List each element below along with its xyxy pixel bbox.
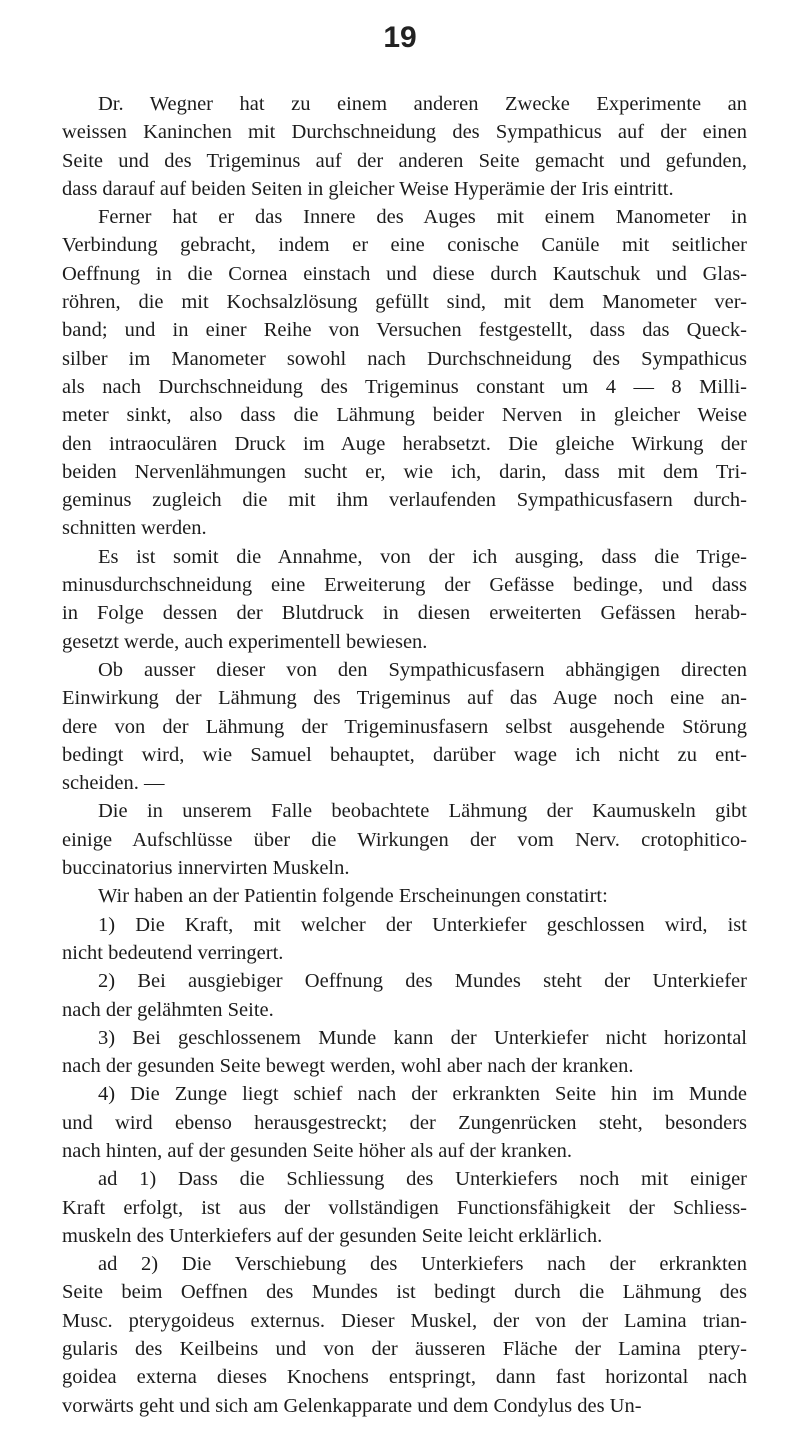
text-line: Kraft erfolgt, ist aus der vollständigen Functionsfähigkeit der Schliess- — [62, 1196, 747, 1219]
paragraph — [62, 967, 747, 1024]
paragraph — [62, 1250, 747, 1420]
text-line: Ob ausser dieser von den Sympathicusfasern abhängigen directen — [98, 658, 747, 681]
paragraph — [62, 797, 747, 882]
text-line: nach der gesunden Seite bewegt werden, wohl aber nach der kranken. — [62, 1055, 634, 1078]
text-line: dere von der Lähmung der Trigeminusfasern selbst ausgehende Störung — [62, 715, 747, 738]
page-number: 19 — [383, 21, 417, 54]
text-line: in Folge dessen der Blutdruck in diesen erweiterten Gefässen herab- — [62, 602, 747, 625]
text-line: geminus zugleich die mit ihm verlaufenden Sympathicusfasern durch- — [62, 489, 747, 512]
text-line: Die in unserem Falle beobachtete Lähmung der Kaumuskeln gibt — [98, 800, 747, 823]
text-line: vorwärts geht und sich am Gelenkapparate und dem Condylus des Un- — [62, 1394, 642, 1417]
text-line: band; und in einer Reihe von Versuchen festgestellt, dass das Queck- — [62, 319, 747, 342]
paragraph — [62, 656, 747, 797]
text-line: minusdurchschneidung eine Erweiterung der Gefässe bedinge, und dass — [62, 574, 747, 597]
text-line: nach der gelähmten Seite. — [62, 998, 274, 1021]
text-line: scheiden. — — [62, 772, 165, 795]
text-line: 3) Bei geschlossenem Munde kann der Unterkiefer nicht horizontal — [98, 1026, 747, 1049]
text-line: den intraoculären Druck im Auge herabsetzt. Die gleiche Wirkung der — [62, 432, 747, 455]
text-line: gularis des Keilbeins und von der äusseren Fläche der Lamina ptery- — [62, 1338, 747, 1361]
text-line: Musc. pterygoideus externus. Dieser Muskel, der von der Lamina trian- — [62, 1309, 747, 1332]
text-line: muskeln des Unterkiefers auf der gesunden Seite leicht erklärlich. — [62, 1224, 603, 1247]
text-line: 1) Die Kraft, mit welcher der Unterkiefer geschlossen wird, ist — [98, 913, 747, 936]
text-line: meter sinkt, also dass die Lähmung beider Nerven in gleicher Weise — [62, 404, 747, 427]
text-line: Verbindung gebracht, indem er eine conische Canüle mit seitlicher — [62, 234, 747, 257]
paragraph — [62, 1165, 747, 1250]
paragraph — [62, 90, 747, 203]
text-line: weissen Kaninchen mit Durchschneidung des Sympathicus auf der einen — [62, 121, 747, 144]
text-line: beiden Nervenlähmungen sucht er, wie ich, darin, dass mit dem Tri- — [62, 460, 747, 483]
text-line: ad 1) Dass die Schliessung des Unterkiefers noch mit einiger — [98, 1168, 747, 1191]
body-text — [62, 90, 747, 1420]
text-line: Oeffnung in die Cornea einstach und diese durch Kautschuk und Glas- — [62, 262, 747, 285]
text-line: gesetzt werde, auch experimentell bewiesen. — [62, 630, 428, 653]
text-line: einige Aufschlüsse über die Wirkungen der vom Nerv. crotophitico- — [62, 828, 747, 851]
text-line: Es ist somit die Annahme, von der ich ausging, dass die Trige- — [98, 545, 747, 568]
paragraph — [62, 203, 747, 543]
text-line: nicht bedeutend verringert. — [62, 941, 284, 964]
text-line: 4) Die Zunge liegt schief nach der erkrankten Seite hin im Munde — [98, 1083, 747, 1106]
paragraph — [62, 882, 747, 910]
text-line: ad 2) Die Verschiebung des Unterkiefers nach der erkrankten — [98, 1253, 747, 1276]
text-line: Ferner hat er das Innere des Auges mit einem Manometer in — [98, 206, 747, 229]
text-line: buccinatorius innervirten Muskeln. — [62, 857, 350, 880]
text-line: schnitten werden. — [62, 517, 207, 540]
text-line: Wir haben an der Patientin folgende Erscheinungen constatirt: — [98, 885, 608, 908]
paragraph — [62, 911, 747, 968]
text-line: Seite und des Trigeminus auf der anderen Seite gemacht und gefunden, — [62, 149, 747, 172]
text-line: röhren, die mit Kochsalzlösung gefüllt sind, mit dem Manometer ver- — [62, 291, 747, 314]
text-line: als nach Durchschneidung des Trigeminus constant um 4 — 8 Milli- — [62, 375, 747, 398]
text-line: Einwirkung der Lähmung des Trigeminus auf das Auge noch eine an- — [62, 687, 747, 710]
text-line: goidea externa dieses Knochens entspringt, dann fast horizontal nach — [62, 1366, 747, 1389]
text-line: dass darauf auf beiden Seiten in gleicher Weise Hyperämie der Iris eintritt. — [62, 177, 674, 200]
paragraph — [62, 1024, 747, 1081]
text-line: Dr. Wegner hat zu einem anderen Zwecke Experimente an — [98, 93, 747, 115]
paragraph — [62, 543, 747, 656]
paragraph — [62, 1080, 747, 1165]
text-line: 2) Bei ausgiebiger Oeffnung des Mundes steht der Unterkiefer — [98, 970, 747, 993]
text-line: silber im Manometer sowohl nach Durchschneidung des Sympathicus — [62, 347, 747, 370]
text-line: bedingt wird, wie Samuel behauptet, darüber wage ich nicht zu ent- — [62, 743, 747, 766]
text-line: und wird ebenso herausgestreckt; der Zungenrücken steht, besonders — [62, 1111, 747, 1134]
text-line: nach hinten, auf der gesunden Seite höher als auf der kranken. — [62, 1139, 573, 1162]
text-line: Seite beim Oeffnen des Mundes ist bedingt durch die Lähmung des — [62, 1281, 747, 1304]
